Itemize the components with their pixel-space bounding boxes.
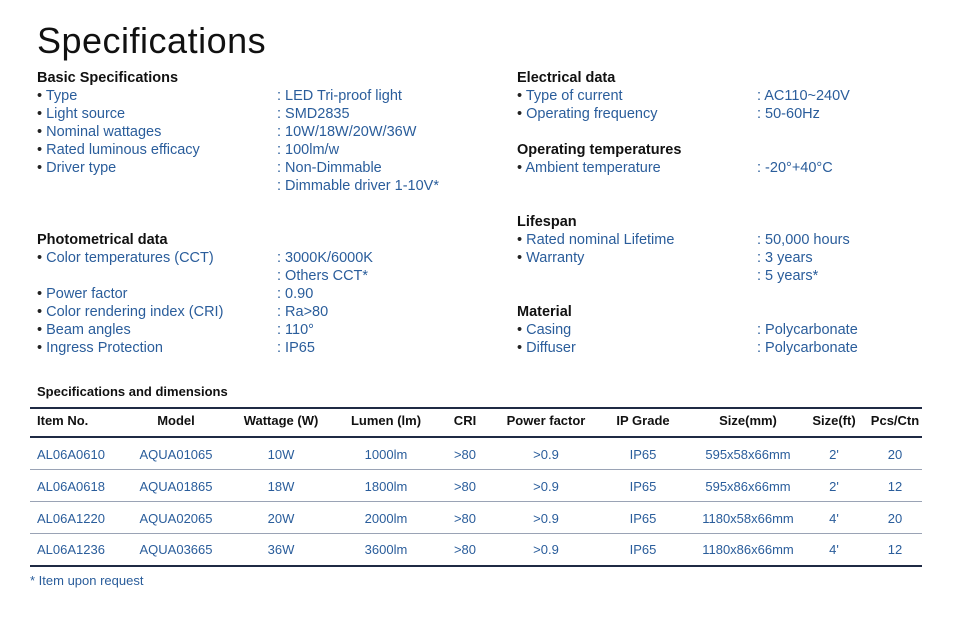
spec-value: : 100lm/w (277, 142, 340, 158)
table-header-cell: Item No. (37, 413, 89, 428)
spec-label-text: Rated nominal Lifetime (526, 232, 675, 248)
material-section (517, 303, 937, 357)
section-heading: Operating temperatures (517, 142, 682, 158)
spec-row (37, 285, 477, 303)
table-cell: 4' (829, 511, 839, 526)
table-cell: >80 (453, 542, 477, 557)
table-header-cell: Size(mm) (719, 413, 777, 428)
table-cell: >80 (453, 479, 477, 494)
table-cell: 595x58x66mm (705, 447, 791, 462)
section-heading: Lifespan (517, 214, 577, 230)
table-cell: 4' (829, 542, 839, 557)
spec-label-text: Color temperatures (CCT) (46, 250, 214, 266)
spec-value: : Polycarbonate (757, 340, 858, 356)
table-cell: 20 (887, 511, 903, 526)
table-cell: 10W (267, 447, 295, 462)
table-cell: >80 (453, 447, 477, 462)
bullet-icon: • (37, 250, 47, 266)
table-bottom-rule (30, 565, 922, 567)
spec-row (37, 105, 477, 123)
bullet-icon: • (517, 160, 526, 176)
table-header-cell: Size(ft) (812, 413, 856, 428)
spec-row (37, 87, 477, 105)
bullet-icon: • (37, 286, 47, 302)
spec-label (517, 321, 571, 339)
spec-label (37, 123, 161, 141)
table-cell: AQUA02065 (139, 511, 213, 526)
table-cell: AL06A1236 (37, 542, 105, 557)
spec-value: : LED Tri-proof light (277, 88, 402, 104)
basic-specifications-section (37, 69, 477, 195)
spec-value: : Ra>80 (277, 304, 329, 320)
spec-row (517, 249, 937, 267)
bullet-icon: • (37, 322, 47, 338)
bullet-icon: • (517, 322, 527, 338)
table-header-cell: Wattage (W) (243, 413, 319, 428)
table-cell: AL06A1220 (37, 511, 105, 526)
spec-row (37, 159, 477, 177)
spec-label (37, 87, 77, 105)
table-cell: >80 (453, 511, 477, 526)
table-cell: 1180x86x66mm (702, 542, 794, 557)
spec-label-text: Light source (46, 106, 126, 122)
table-cell: IP65 (629, 511, 657, 526)
spec-label-text: Type of current (525, 88, 623, 104)
bullet-icon: • (517, 340, 527, 356)
spec-label-text: Operating frequency (526, 106, 658, 122)
spec-value: : 50,000 hours (757, 232, 850, 248)
section-heading: Electrical data (517, 70, 616, 86)
table-cell: 12 (887, 479, 903, 494)
bullet-icon: • (517, 88, 526, 104)
spec-label-text: Type (45, 88, 78, 104)
table-header-cell: Power factor (506, 413, 586, 428)
spec-value: : 3 years (757, 250, 813, 266)
table-header-rule (30, 436, 922, 438)
spec-row (37, 339, 477, 357)
table-cell: 2000lm (364, 511, 408, 526)
table-cell: >0.9 (533, 447, 559, 462)
spec-value: : 5 years* (757, 268, 819, 284)
lifespan-section (517, 213, 937, 285)
table-cell: 20W (267, 511, 295, 526)
spec-row (517, 321, 937, 339)
spec-value: : -20°+40°C (757, 160, 833, 176)
table-cell: IP65 (629, 542, 657, 557)
page-title: Specifications (37, 20, 267, 61)
table-cell: 1000lm (364, 447, 408, 462)
electrical-data-section (517, 69, 937, 123)
table-cell: >0.9 (533, 479, 559, 494)
table-cell: 1800lm (364, 479, 408, 494)
spec-label-text: Ambient temperature (525, 160, 661, 176)
spec-row (37, 249, 477, 267)
spec-label-text: Nominal wattages (46, 124, 162, 140)
table-header-cell: CRI (453, 413, 477, 428)
spec-label (37, 303, 223, 321)
operating-temperatures-section (517, 141, 937, 177)
spec-value: : 50-60Hz (757, 106, 820, 122)
spec-label-text: Rated luminous efficacy (46, 142, 200, 158)
spec-value: : Polycarbonate (757, 322, 858, 338)
table-cell: IP65 (629, 447, 657, 462)
table-cell: AQUA01865 (139, 479, 213, 494)
table-cell: 2' (829, 447, 839, 462)
spec-label-text: Diffuser (526, 340, 576, 356)
spec-row (37, 177, 477, 195)
table-cell: 20 (887, 447, 903, 462)
spec-label (37, 339, 163, 357)
spec-row (37, 267, 477, 285)
table-row-divider (30, 501, 922, 502)
spec-row (517, 231, 937, 249)
table-cell: >0.9 (533, 511, 559, 526)
spec-label-text: Casing (526, 322, 572, 338)
table-cell: 36W (267, 542, 295, 557)
table-cell: 18W (267, 479, 295, 494)
spec-label-text: Power factor (46, 286, 128, 302)
spec-value: : IP65 (277, 340, 315, 356)
spec-label (37, 249, 214, 267)
spec-value: : 3000K/6000K (277, 250, 373, 266)
table-caption: Specifications and dimensions (37, 384, 228, 399)
spec-value: : Others CCT* (277, 268, 369, 284)
spec-label (37, 321, 131, 339)
table-cell: 1180x58x66mm (702, 511, 794, 526)
spec-value: : Dimmable driver 1-10V* (277, 178, 439, 194)
bullet-icon: • (37, 124, 47, 140)
spec-label (37, 105, 125, 123)
spec-row (37, 123, 477, 141)
table-cell: 3600lm (364, 542, 408, 557)
spec-value: : 110° (277, 322, 314, 338)
spec-value: : 10W/18W/20W/36W (277, 124, 417, 140)
bullet-icon: • (37, 160, 47, 176)
bullet-icon: • (517, 232, 527, 248)
table-cell: >0.9 (533, 542, 559, 557)
section-heading: Photometrical data (37, 232, 168, 248)
spec-row (37, 141, 477, 159)
table-cell: 12 (887, 542, 903, 557)
spec-row (517, 105, 937, 123)
table-header-cell: IP Grade (616, 413, 670, 428)
spec-value: : AC110~240V (757, 88, 850, 104)
spec-label (517, 339, 576, 357)
bullet-icon: • (37, 340, 47, 356)
section-heading: Material (517, 304, 572, 320)
spec-label (517, 87, 623, 105)
spec-label-text: Ingress Protection (46, 340, 163, 356)
table-cell: 2' (829, 479, 839, 494)
section-heading: Basic Specifications (37, 70, 179, 86)
spec-row (517, 87, 937, 105)
table-cell: AL06A0610 (37, 447, 105, 462)
spec-row (517, 159, 937, 177)
bullet-icon: • (517, 250, 527, 266)
spec-value: : Non-Dimmable (277, 160, 382, 176)
bullet-icon: • (37, 106, 47, 122)
spec-label (517, 105, 658, 123)
spec-label (37, 159, 116, 177)
spec-row (517, 339, 937, 357)
table-cell: AL06A0618 (37, 479, 105, 494)
spec-label-text: Beam angles (46, 322, 131, 338)
photometrical-data-section (37, 231, 477, 357)
spec-label (517, 231, 674, 249)
table-row-divider (30, 533, 922, 534)
spec-value: : 0.90 (277, 286, 314, 302)
spec-label-text: Color rendering index (CRI) (46, 304, 224, 320)
bullet-icon: • (517, 106, 527, 122)
table-header-cell: Lumen (lm) (350, 413, 422, 428)
spec-row (517, 267, 937, 285)
spec-label-text: Warranty (526, 250, 585, 266)
table-cell: AQUA01065 (139, 447, 213, 462)
table-header-cell: Model (157, 413, 195, 428)
table-cell: 595x86x66mm (705, 479, 791, 494)
spec-label (37, 285, 128, 303)
table-top-rule (30, 407, 922, 409)
spec-label (517, 249, 584, 267)
spec-label-text: Driver type (46, 160, 117, 176)
table-cell: AQUA03665 (139, 542, 213, 557)
spec-label (37, 141, 200, 159)
bullet-icon: • (37, 88, 46, 104)
spec-label (517, 159, 661, 177)
bullet-icon: • (37, 304, 47, 320)
spec-value: : SMD2835 (277, 106, 350, 122)
spec-row (37, 321, 477, 339)
bullet-icon: • (37, 142, 47, 158)
table-cell: IP65 (629, 479, 657, 494)
table-row-divider (30, 469, 922, 470)
table-header-cell: Pcs/Ctn (870, 413, 920, 428)
footnote: * Item upon request (30, 573, 144, 588)
spec-row (37, 303, 477, 321)
